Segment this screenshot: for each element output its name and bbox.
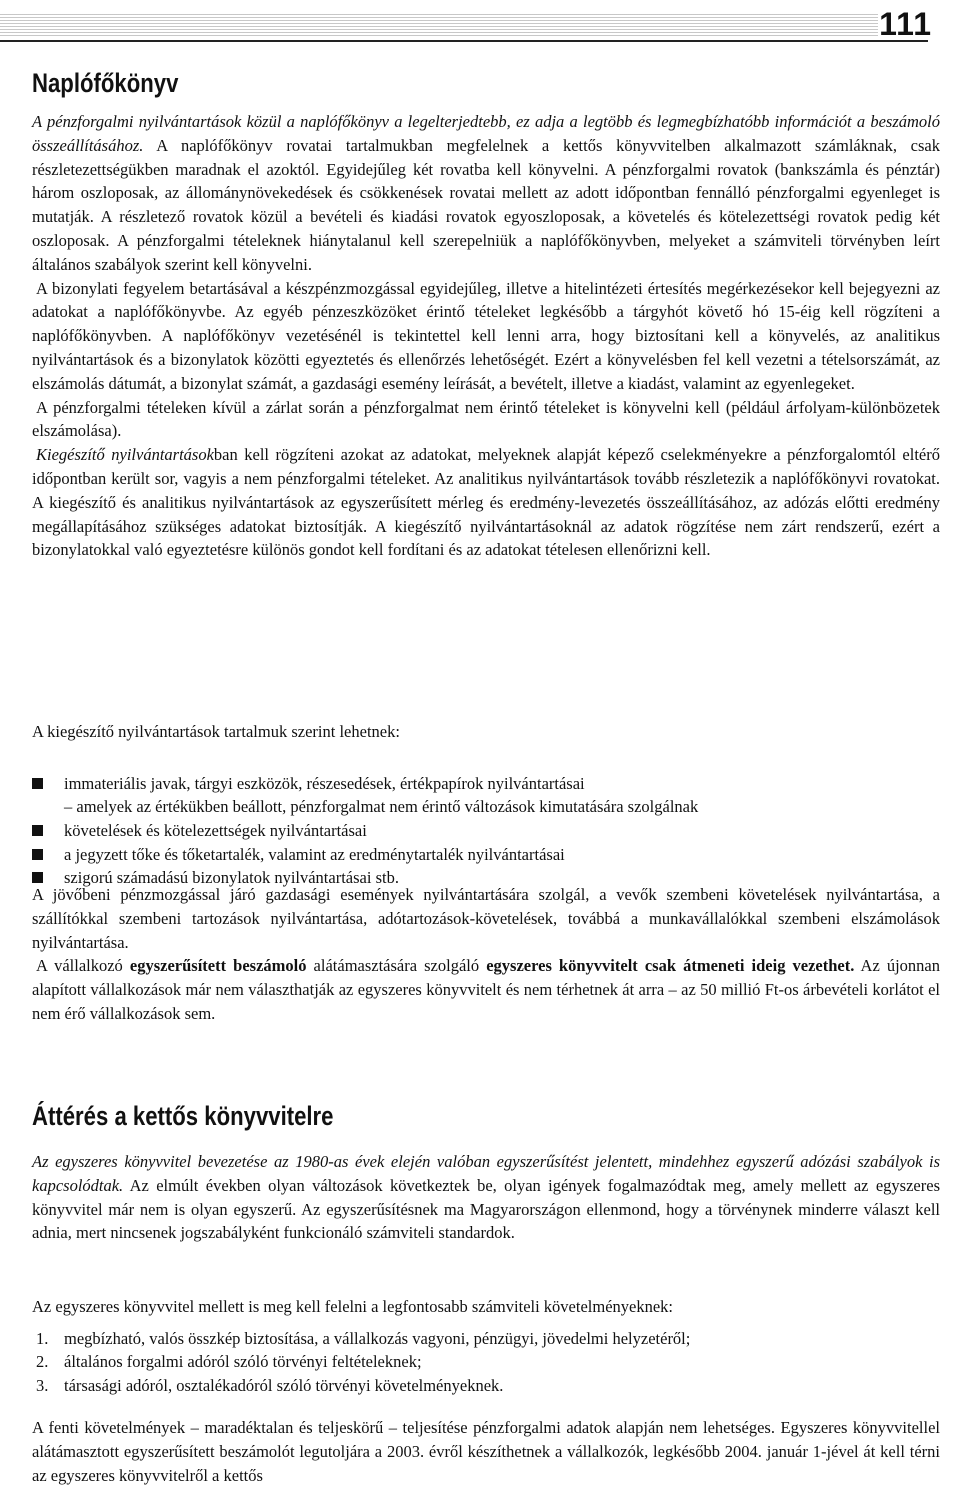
- section-body: [32, 1416, 940, 1487]
- list-item: immateriális javak, tárgyi eszközök, részesedések, értékpapírok nyilvántartásai: [32, 772, 940, 796]
- section-title-naplofokonyv: Naplófőkönyv: [32, 68, 179, 98]
- header-underline: [0, 40, 928, 42]
- paragraph: A jövőbeni pénzmozgással járó gazdasági események nyilvántartására szolgál, a vevők szembeni követelések nyilvántartása, a szállítókkal szembeni tartozások nyilvántartása, adótartozások-követelések, továbbá a munkavállalókkal szembeni elszámolások nyilvántartása.: [32, 885, 940, 952]
- paragraph: A bizonylati fegyelem betartásával a készpénzmozgással egyidejűleg, illetve a hitelintézeti értesítés megérkezésekor kell bejegyezni az adatokat a naplófőkönyvbe. Az egyéb pénzeszközöket érintő tételeket legkésőbb a tárgyhót követő hó 15-éig kell rögzíteni a naplófőkönyvben. A naplófőkönyv vezetésénél is tekintettel kell lenni arra, hogy biztosítani kell a könyvelés, az analitikus nyilvántartások és a bizonylatok közötti egyeztetés és ellenőrzés lehetőségét. Ezért a könyvelésben fel kell vezetni a tételsorszámát, az elszámolás dátumát, a bizonylat számát, a gazdasági esemény leírását, a bevételt, illetve a kiadást, valamint az egyenlegeket.: [32, 278, 940, 393]
- header-rule: [0, 14, 878, 36]
- section-title-atteres: Áttérés a kettős könyvvitelre: [32, 1101, 334, 1131]
- numbered-item: 2. általános forgalmi adóról szóló törvényi feltételeknek;: [36, 1352, 422, 1372]
- page-number: 111: [879, 6, 932, 42]
- section-body: [32, 110, 940, 562]
- lead-italic: A pénzforgalmi nyilvántartások közül a naplófőkönyv a legelterjedtebb, ez adja a legtöbb és legmegbízhatóbb információt a beszámoló összeállításához.: [32, 112, 940, 155]
- list-item: követelések és kötelezettségek nyilvántartásai: [32, 819, 940, 843]
- bullet-section: [32, 720, 940, 890]
- list-intro: Az egyszeres könyvvitel mellett is meg kell felelni a legfontosabb számviteli követelményeknek:: [32, 1297, 674, 1316]
- bullet-list: [32, 772, 940, 890]
- italic-term: Kiegészítő nyilvántartások: [36, 445, 214, 465]
- bold-term: egyszeres könyvvitelt csak átmeneti ideig vezethet.: [486, 956, 855, 976]
- list-item: a jegyzett tőke és tőketartalék, valamint az eredménytartalék nyilvántartásai: [32, 843, 940, 867]
- paragraph: A vállalkozó egyszerűsített beszámoló alátámasztására szolgáló egyszeres könyvvitelt csak átmeneti ideig vezethet. Az újonnan alapított vállalkozások már nem választhatják az egyszeres könyvvitelt és nem térhetnek át arra – az 50 millió Ft-os árbevételi korlátot el nem érő vállalkozások sem.: [32, 956, 941, 1023]
- lead-text: Az elmúlt években olyan változások következtek be, olyan igények fogalmazódtak meg, amely mellett az egyszeres könyvvitel már nem is olyan egyszerű. Az egyszerűsítésnek ma Magyarországon ellenmond, hogy a törvénynek minderre választ kell adnia, mert nincsenek jogszabályként funkcionáló számviteli standardok.: [32, 1175, 940, 1243]
- numbered-item: 3. társasági adóról, osztalékadóról szóló törvényi követelményeknek.: [36, 1375, 504, 1395]
- paragraph-text: ban kell rögzíteni azokat az adatokat, melyeknek alapját képező cselekményekre a pénzforgalomtól eltérő időpontban került sor, vagyis a nem pénzforgalmi tételeket. Az analitikus nyilvántartások tovább részletezik a naplófőkönyvi rovatokat. A kiegészítő és analitikus nyilvántartások az egyszerűsített mérleg és eredmény-levezetés összeállításához, az adózás előtti eredmény megállapításához szükséges adatokat biztosítják. A kiegészítő nyilvántartásoknál az adatok rögzítése nem zárt rendszerű, ezért a bizonylatokkal való egyeztetésre különös gondot kell fordítani és az adatokat tételesen ellenőrizni kell.: [32, 445, 940, 560]
- list-item: szigorú számadású bizonylatok nyilvántartásai stb.: [32, 866, 940, 890]
- numbered-list: [32, 1327, 940, 1398]
- square-bullet-icon: [32, 849, 43, 860]
- section-body: [32, 883, 940, 1026]
- square-bullet-icon: [32, 872, 43, 883]
- numbered-section: [32, 1295, 940, 1398]
- paragraph: [32, 110, 940, 277]
- lead-italic: Az egyszeres könyvvitel bevezetése az 1980-as évek elején valóban egyszerűsítést jelentett, mindehhez egyszerű adózási szabályok is kapcsolódtak.: [32, 1152, 940, 1195]
- square-bullet-icon: [32, 778, 43, 789]
- paragraph: A fenti követelmények – maradéktalan és teljeskörű – teljesítése pénzforgalmi adatok alapján nem lehetséges. Egyszeres könyvvitellel alátámasztott egyszerűsített beszámolót legutoljára a 2003. évről készíthetnek a vállalkozók, legkésőbb 2004. január 1-jével át kell térni az egyszeres könyvvitelről a kettős: [32, 1418, 940, 1485]
- list-intro: A kiegészítő nyilvántartások tartalmuk szerint lehetnek:: [32, 722, 400, 741]
- numbered-item: 1. megbízható, valós összkép biztosítása, a vállalkozás vagyoni, pénzügyi, jövedelmi helyzetéről;: [36, 1328, 691, 1348]
- paragraph: [32, 1150, 940, 1245]
- section-body: [32, 1150, 940, 1245]
- list-subline: – amelyek az értékükben beállott, pénzforgalmat nem érintő változások kimutatására szolgálnak: [64, 797, 699, 817]
- lead-text: A naplófőkönyv rovatai tartalmukban megfelelnek a kettős könyvvitelben alkalmazott számláknak, csak részletezettségükben maradnak el azoktól. Egyidejűleg két rovatba kell könyvelni. A pénzforgalmi rovatok (bankszámla és pénztár) három oszloposak, az állománynövekedések és csökkenések rovatai mellett az adott időpontban fennálló pénzforgalmi egyenleget is mutatják. A részletező rovatok közül a bevételi és kiadási rovatok egyoszloposak, a követelés és kötelezettségi rovatok pedig két oszloposak. A pénzforgalmi tételeknek hiánytalanul kell szerepelniük a naplófőkönyvben, melyeket a számviteli törvényben leírt általános szabályok szerint kell könyvelni.: [32, 135, 940, 274]
- bold-term: egyszerűsített beszámoló: [129, 956, 307, 976]
- paragraph: A pénzforgalmi tételeken kívül a zárlat során a pénzforgalmat nem érintő tételeket is könyvelni kell (például árfolyam-különbözetek elszámolása).: [32, 397, 940, 441]
- square-bullet-icon: [32, 825, 43, 836]
- paragraph: [32, 443, 940, 562]
